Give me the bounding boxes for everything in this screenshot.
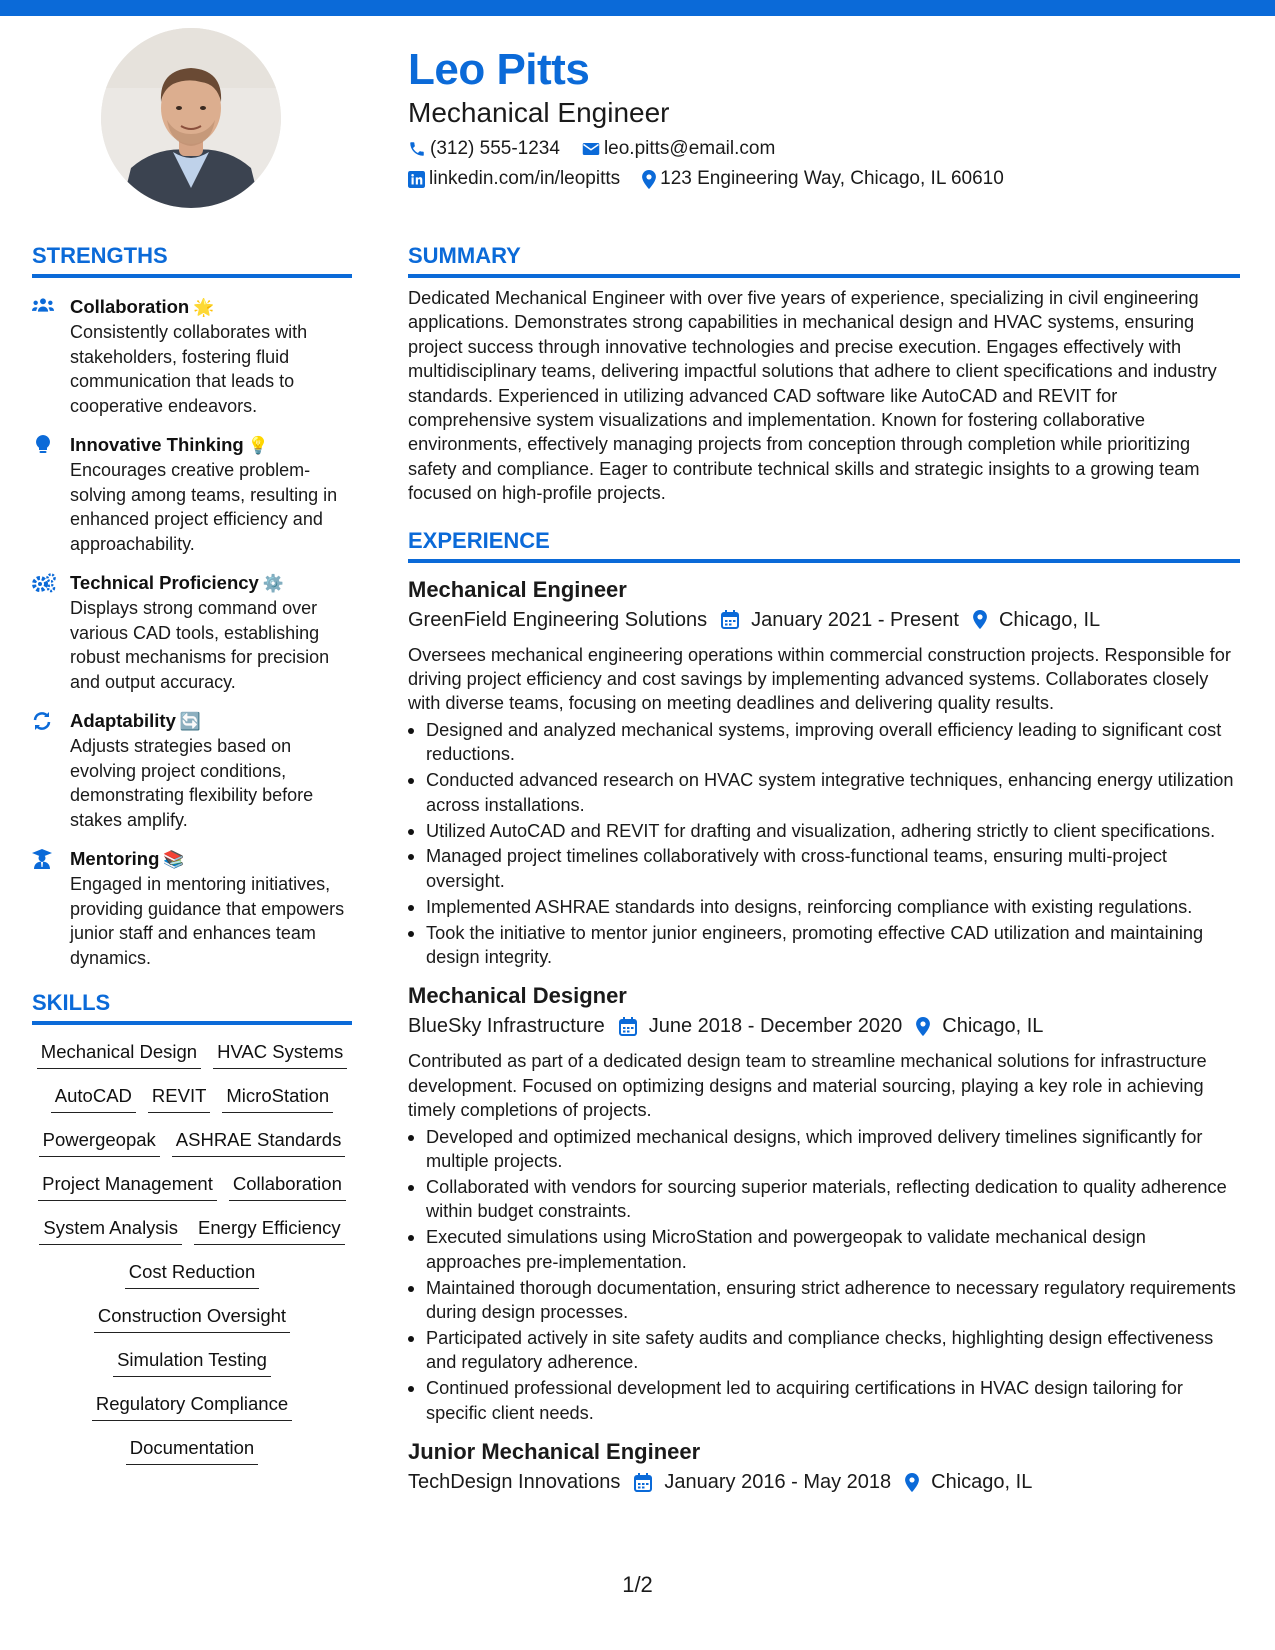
gears-icon <box>32 573 56 593</box>
job-dates: January 2016 - May 2018 <box>664 1471 892 1494</box>
strength-description: Engaged in mentoring initiatives, providing guidance that empowers junior staff and enhances team dynamics. <box>70 874 345 968</box>
resume-header <box>408 44 1248 192</box>
location-pin-icon <box>905 1473 919 1492</box>
contact-row-1 <box>408 136 1248 162</box>
skill-row <box>32 1436 352 1465</box>
skill-tag: AutoCAD <box>51 1084 136 1113</box>
contact-row-2 <box>408 166 1248 192</box>
page-number: 1/2 <box>622 1572 653 1597</box>
job-bullets <box>408 1125 1240 1425</box>
skill-tag: Mechanical Design <box>37 1040 201 1069</box>
company-name: BlueSky Infrastructure <box>408 1015 605 1038</box>
right-column <box>408 243 1240 1497</box>
skill-tag: Documentation <box>126 1436 258 1465</box>
bullet-item: Implemented ASHRAE standards into designs, reinforcing compliance with existing regulations. <box>408 895 1240 919</box>
left-column <box>32 243 352 1465</box>
calendar-icon <box>619 1017 637 1036</box>
location-pin-icon <box>973 610 987 629</box>
candidate-name: Leo Pitts <box>408 45 590 94</box>
company-name: GreenField Engineering Solutions <box>408 608 708 631</box>
bulb-emoji-icon: 💡 <box>247 436 269 455</box>
bullet-item: Continued professional development led to acquiring certifications in HVAC design tailoring for specific client needs. <box>408 1376 1240 1425</box>
gear-emoji-icon: ⚙️ <box>262 574 285 593</box>
skill-tag: Construction Oversight <box>94 1304 290 1333</box>
job-bullets <box>408 718 1240 970</box>
skill-row <box>32 1172 352 1201</box>
bullet-item: Designed and analyzed mechanical systems, improving overall efficiency leading to significant cost reductions. <box>408 718 1240 767</box>
strength-item <box>32 708 352 832</box>
job-dates: June 2018 - December 2020 <box>648 1015 903 1038</box>
skill-tag: Energy Efficiency <box>194 1216 345 1245</box>
skill-row <box>32 1348 352 1377</box>
experience-heading: EXPERIENCE <box>408 528 1240 563</box>
company-name: TechDesign Innovations <box>408 1471 621 1494</box>
job-meta <box>408 1467 1240 1497</box>
location-pin-icon <box>916 1017 930 1036</box>
strength-item <box>32 570 352 694</box>
job-dates: January 2021 - Present <box>751 608 959 631</box>
linkedin-icon <box>408 171 425 188</box>
phone-icon <box>408 140 426 158</box>
repeat-emoji-icon: 🔄 <box>179 712 202 731</box>
envelope-icon <box>582 141 600 157</box>
skill-row <box>32 1260 352 1289</box>
job-title: Mechanical Engineer <box>408 576 627 602</box>
skill-row <box>32 1128 352 1157</box>
skill-row <box>32 1392 352 1421</box>
phone-text: (312) 555-1234 <box>430 138 560 159</box>
strength-description: Encourages creative problem-solving among teams, resulting in enhanced project efficiency and approachability. <box>70 460 338 554</box>
job-entry <box>408 981 1240 1425</box>
profile-photo <box>101 28 281 208</box>
books-emoji-icon: 📚 <box>163 850 185 869</box>
skill-tag: System Analysis <box>39 1216 182 1245</box>
skills-heading: SKILLS <box>32 990 352 1025</box>
strengths-heading: STRENGTHS <box>32 243 352 278</box>
strength-item <box>32 294 352 418</box>
bullet-item: Managed project timelines collaboratively with cross-functional teams, ensuring multi-project oversight. <box>408 844 1240 893</box>
linkedin-text: linkedin.com/in/leopitts <box>429 168 621 189</box>
portrait-illustration <box>101 28 281 208</box>
skill-tag: ASHRAE Standards <box>172 1128 346 1157</box>
job-entry <box>408 1437 1240 1497</box>
job-description: Contributed as part of a dedicated design team to streamline mechanical solutions for infrastructure development. Focused on optimizing designs and material sourcing, playing a key role in achieving timely completions of projects. <box>408 1051 1207 1121</box>
job-meta <box>408 1011 1240 1041</box>
linkedin-item[interactable] <box>408 166 620 192</box>
strength-title: Technical Proficiency <box>70 572 259 593</box>
strength-title: Collaboration <box>70 296 190 317</box>
bullet-item: Collaborated with vendors for sourcing superior materials, reflecting dedication to quality adherence within budget constraints. <box>408 1175 1240 1224</box>
email-text: leo.pitts@email.com <box>603 138 776 159</box>
skill-row <box>32 1084 352 1113</box>
job-description: Oversees mechanical engineering operations within commercial construction projects. Responsible for driving project efficiency and cost savings by implementing advanced systems. Collaborates closely with diverse teams, focusing on meeting deadlines and delivering quality results. <box>408 644 1231 714</box>
strength-item <box>32 432 352 556</box>
bullet-item: Executed simulations using MicroStation and powergeopak to validate mechanical design approaches pre-implementation. <box>408 1225 1240 1274</box>
location-pin-icon <box>642 170 656 189</box>
job-meta <box>408 605 1240 635</box>
job-title: Mechanical Designer <box>408 983 627 1009</box>
phone-item[interactable] <box>408 136 560 162</box>
skill-tag: REVIT <box>148 1084 210 1113</box>
teacher-icon <box>32 849 52 869</box>
summary-heading: SUMMARY <box>408 243 1240 278</box>
bullet-item: Conducted advanced research on HVAC system integrative techniques, enhancing energy utilization across installations. <box>408 768 1240 817</box>
bullet-item: Took the initiative to mentor junior engineers, promoting effective CAD utilization and maintaining design integrity. <box>408 921 1240 970</box>
skill-tag: Simulation Testing <box>113 1348 271 1377</box>
calendar-icon <box>721 610 739 629</box>
summary-text: Dedicated Mechanical Engineer with over five years of experience, specializing in civil engineering applications. Demonstrates strong capabilities in mechanical design and HVAC systems, ensuring project success through innovative technologies and precise execution. Engages effectively with multidisciplinary teams, delivering impactful solutions that adhere to client specifications and industry standards. Experienced in utilizing advanced CAD software like AutoCAD and REVIT for comprehensive system visualizations and implementation. Known for fostering collaborative environments, effectively managing projects from conception through completion while prioritizing safety and compliance. Eager to contribute technical skills and strategic insights to a growing team focused on high-profile projects. <box>408 288 1217 504</box>
bullet-item: Maintained thorough documentation, ensuring strict adherence to necessary regulatory requirements during design processes. <box>408 1276 1240 1325</box>
address-item <box>642 166 1004 192</box>
skills-list <box>32 1040 352 1465</box>
job-entry <box>408 575 1240 970</box>
star-emoji-icon: 🌟 <box>193 298 215 317</box>
skill-tag: Regulatory Compliance <box>92 1392 292 1421</box>
skill-tag: Cost Reduction <box>125 1260 259 1289</box>
bullet-item: Utilized AutoCAD and REVIT for drafting and visualization, adhering strictly to client specifications. <box>408 819 1240 843</box>
job-title: Junior Mechanical Engineer <box>408 1439 701 1465</box>
job-location: Chicago, IL <box>942 1015 1044 1038</box>
top-accent-bar <box>0 0 1275 16</box>
strength-title: Innovative Thinking <box>70 434 244 455</box>
skill-tag: Collaboration <box>229 1172 346 1201</box>
job-location: Chicago, IL <box>931 1471 1033 1494</box>
users-icon <box>32 297 54 313</box>
strengths-list <box>32 294 352 970</box>
strength-description: Consistently collaborates with stakeholders, fostering fluid communication that leads to cooperative endeavors. <box>70 322 308 416</box>
skill-row <box>32 1040 352 1069</box>
strength-item <box>32 846 352 970</box>
email-item[interactable] <box>582 136 775 162</box>
job-location: Chicago, IL <box>998 608 1101 631</box>
lightbulb-icon <box>36 435 50 455</box>
address-text: 123 Engineering Way, Chicago, IL 60610 <box>660 168 1004 189</box>
sync-icon <box>32 711 52 731</box>
skill-row <box>32 1216 352 1245</box>
skill-row <box>32 1304 352 1333</box>
skill-tag: Powergeopak <box>39 1128 160 1157</box>
strength-title: Adaptability <box>70 710 176 731</box>
bullet-item: Participated actively in site safety audits and compliance checks, highlighting design effectiveness and regulatory adherence. <box>408 1326 1240 1375</box>
bullet-item: Developed and optimized mechanical designs, which improved delivery timelines significantly for multiple projects. <box>408 1125 1240 1174</box>
skill-tag: Project Management <box>38 1172 217 1201</box>
strength-title: Mentoring <box>70 848 160 869</box>
calendar-icon <box>634 1473 652 1492</box>
candidate-title: Mechanical Engineer <box>408 97 670 128</box>
strength-description: Adjusts strategies based on evolving project conditions, demonstrating flexibility before stakes amplify. <box>70 736 314 830</box>
skill-tag: MicroStation <box>222 1084 333 1113</box>
skill-tag: HVAC Systems <box>213 1040 347 1069</box>
strength-description: Displays strong command over various CAD tools, establishing robust mechanisms for precision and output accuracy. <box>70 598 330 692</box>
